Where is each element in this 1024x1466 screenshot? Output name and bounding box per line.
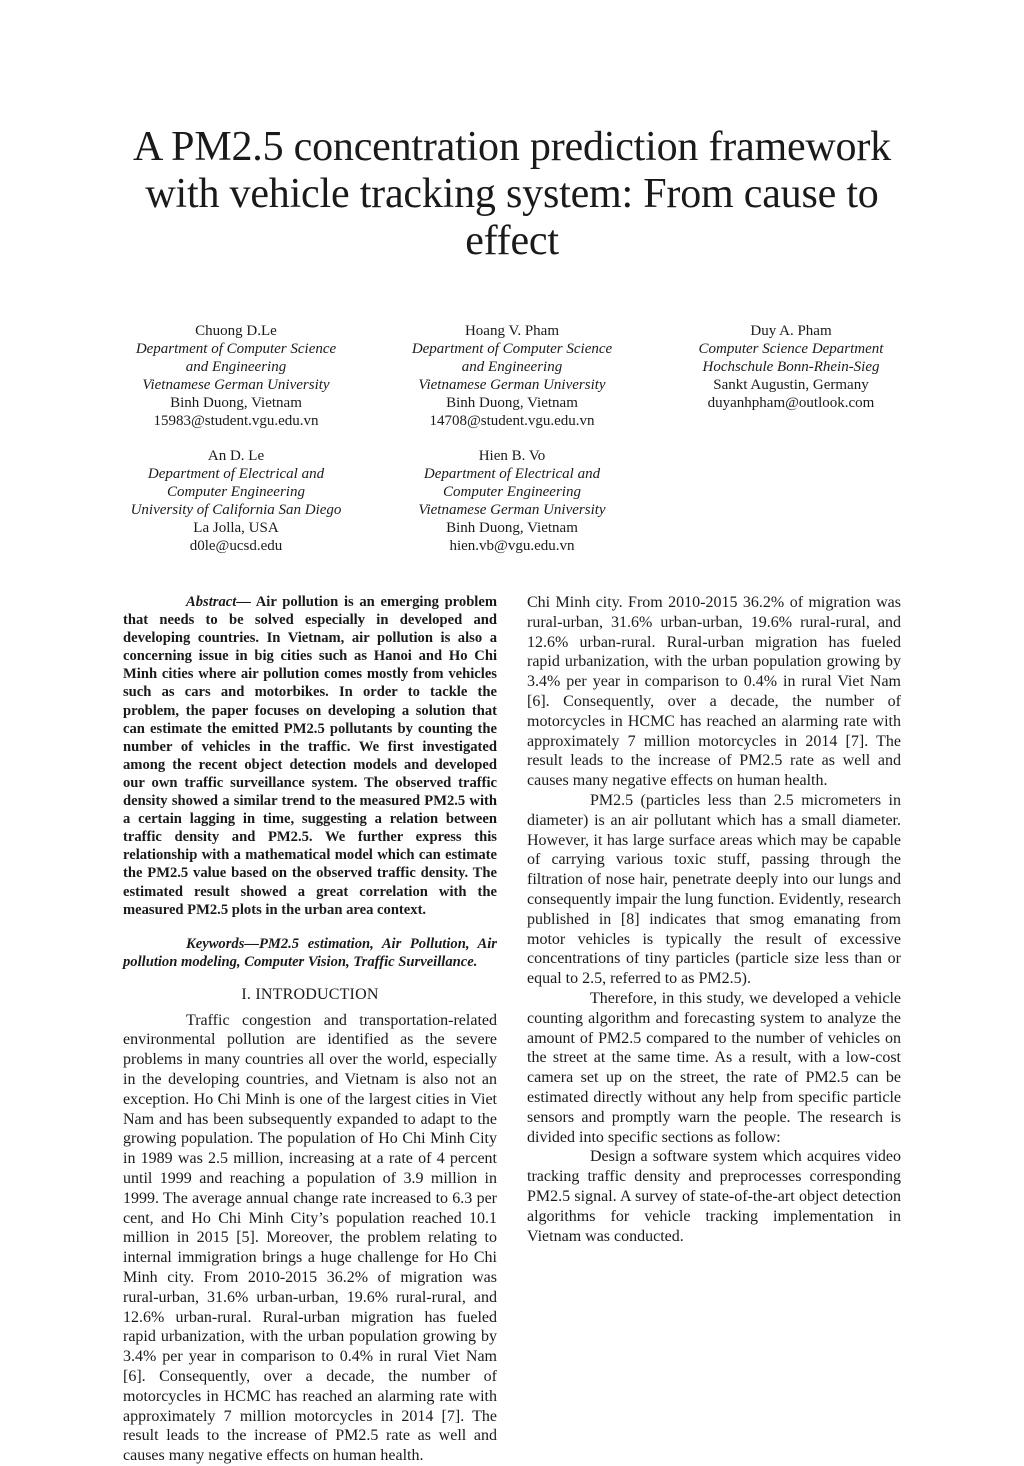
author-affiliation: Hochschule Bonn-Rhein-Sieg [702,359,880,375]
section-heading-introduction: I. INTRODUCTION [241,985,379,1003]
author-name: Chuong D.Le [195,323,277,339]
paragraph-intro-1: Traffic congestion and transportation-related environmental pollution are identified as the severe problems in many countries all over the world, especially in the developing countries, and Vietnam is also not an exception. Ho Chi Minh is one of the largest cities in Viet Nam and has been subsequently expanded to adapt to the growing population. The population of Ho Chi Minh City in 1989 was 2.5 million, increasing at a rate of 4 percent until 1999 and reaching a population of 3.9 million in 1999. The average annual change rate increased to 6.3 per cent, and Ho Chi Minh City’s population reached 10.1 million in 2015 [5]. Moreover, the problem relating to internal immigration brings a huge challenge for Ho Chi Minh city. From 2010-2015 36.2% of migration was rural-urban, 31.6% urban-urban, 19.6% rural-rural, and 12.6% urban-rural. Rural-urban migration has fueled rapid urbanization, with the urban population growing by 3.4% per year in comparison to 0.4% in rural Viet Nam [6]. Consequently, over a decade, the number of motorcycles in HCMC has reached an alarming rate with approximately 7 million motorcycles in 2014 [7]. The result leads to the increase of PM2.5 rate as well and causes many negative effects on human health. [123,1011,497,1465]
author-affiliation: Computer Engineering [167,484,305,500]
author-affiliation: Department of Computer Science [411,341,613,357]
abstract-label: Abstract [186,594,237,610]
author-email[interactable]: 14708@student.vgu.edu.vn [429,413,595,429]
author-affiliation: Computer Engineering [443,484,581,500]
author-name: Hoang V. Pham [464,323,560,339]
author-block-1 [91,322,381,430]
author-affiliation: Vietnamese German University [418,377,606,393]
keywords: Keywords—PM2.5 estimation, Air Pollution, Air pollution modeling, Computer Vision, Traffic Surveillance. [123,935,497,970]
right-column [527,593,901,1246]
author-affiliation: and Engineering [461,359,563,375]
author-affiliation: Vietnamese German University [418,502,606,518]
author-email[interactable]: d0le@ucsd.edu [189,538,283,554]
author-affiliation: University of California San Diego [130,502,342,518]
abstract-dash: — [236,594,251,610]
abstract-text: Air pollution is an emerging problem that needs to be solved especially in developed and developing countries. In Vietnam, air pollution is also a concerning issue in big cities such as Hanoi and Ho Chi Minh cities where air pollution comes mostly from vehicles such as cars and motorbikes. In order to tackle the problem, the paper focuses on developing a solution that can estimate the emitted PM2.5 pollutants by counting the number of vehicles in the traffic. We first investigated among the recent object detection models and developed our own traffic surveillance system. The observed traffic density showed a similar trend to the measured PM2.5 with a certain lagging in time, suggesting a relation between traffic density and PM2.5. We further express this relationship with a mathematical model which can estimate the PM2.5 value based on the observed traffic density. The estimated result showed a great correlation with the measured PM2.5 plots in the urban area context. [123,594,497,918]
author-block-4 [91,447,381,555]
author-affiliation: Computer Science Department [698,341,884,357]
author-affiliation: and Engineering [185,359,287,375]
author-location: Binh Duong, Vietnam [446,520,578,536]
author-email[interactable]: hien.vb@vgu.edu.vn [449,538,575,554]
paragraph-intro-3: Therefore, in this study, we developed a vehicle counting algorithm and forecasting system to analyze the amount of PM2.5 compared to the number of vehicles on the street at the same time. As a result, with a low-cost camera set up on the street, the rate of PM2.5 can be estimated directly without any help from specific particle sensors and promptly warn the people. The research is divided into specific sections as follow: [527,989,901,1146]
author-block-2 [367,322,657,430]
author-name: Duy A. Pham [750,323,832,339]
author-location: Binh Duong, Vietnam [170,395,302,411]
author-location: Sankt Augustin, Germany [713,377,869,393]
paper-title: A PM2.5 concentration prediction framework with vehicle tracking system: From cause to effect [133,124,891,264]
author-email[interactable]: 15983@student.vgu.edu.vn [153,413,319,429]
left-column [123,593,497,1465]
paragraph-intro-2: PM2.5 (particles less than 2.5 micrometers in diameter) is an air pollutant which has a small diameter. However, it has large surface areas which may be capable of carrying various toxic stuff, passing through the filtration of nose hair, penetrate deeply into our lungs and consequently impair the lung function. Evidently, research published in [8] indicates that smog emanating from motor vehicles is typically the result of excessive concentrations of tiny particles (particle size less than or equal to 2.5, referred to as PM2.5). [527,791,901,988]
author-name: Hien B. Vo [478,448,546,464]
author-block-5 [367,447,657,555]
author-affiliation: Department of Computer Science [135,341,337,357]
author-location: La Jolla, USA [193,520,279,536]
author-affiliation: Department of Electrical and [147,466,325,482]
author-name: An D. Le [207,448,265,464]
paragraph-intro-1-continued: Chi Minh city. From 2010-2015 36.2% of migration was rural-urban, 31.6% urban-urban, 19.6% rural-rural, and 12.6% urban-rural. Rural-urban migration has fueled rapid urbanization, with the urban population growing by 3.4% per year in comparison to 0.4% in rural Viet Nam [6]. Consequently, over a decade, the number of motorcycles in HCMC has reached an alarming rate with approximately 7 million motorcycles in 2014 [7]. The result leads to the increase of PM2.5 rate as well and causes many negative effects on human health. [527,594,901,790]
paragraph-intro-4: Design a software system which acquires video tracking traffic density and preprocesses corresponding PM2.5 signal. A survey of state-of-the-art object detection algorithms for vehicle tracking implementation in Vietnam was conducted. [527,1148,901,1245]
author-affiliation: Vietnamese German University [142,377,330,393]
abstract [123,593,497,919]
author-email[interactable]: duyanhpham@outlook.com [707,395,875,411]
author-block-3 [646,322,936,412]
author-location: Binh Duong, Vietnam [446,395,578,411]
author-affiliation: Department of Electrical and [423,466,601,482]
